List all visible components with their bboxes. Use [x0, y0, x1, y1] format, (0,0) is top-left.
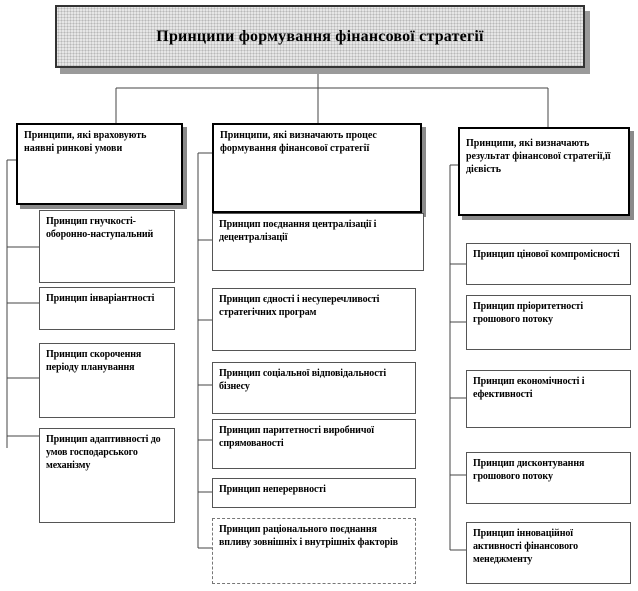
- column-3-item-3: [466, 370, 631, 428]
- connector-col2-trunk: [198, 153, 212, 548]
- diagram-title-box: [55, 5, 585, 68]
- column-3-item-4: [466, 452, 631, 504]
- column-1-item-3: [39, 343, 175, 418]
- column-2-item-5: [212, 478, 416, 508]
- column-2-item-5-text: Принцип неперервності: [219, 484, 326, 495]
- column-2-item-1-text: Принцип поєднання централізації і децентралізації: [219, 219, 377, 243]
- column-2-item-3-text: Принцип соціальної відповідальності бізнесу: [219, 368, 387, 392]
- column-2-item-6-text: Принцип раціонального поєднання впливу зовнішніх і внутрішніх факторів: [219, 524, 398, 548]
- column-3-item-2: [466, 295, 631, 350]
- column-3-header: [458, 127, 630, 216]
- diagram-title: Принципи формування фінансової стратегії: [156, 27, 484, 45]
- column-3-item-5: [466, 522, 631, 584]
- column-1-item-2: [39, 287, 175, 330]
- column-1-item-4: [39, 428, 175, 523]
- column-2-item-4: [212, 419, 416, 469]
- column-2-item-1: [212, 213, 424, 271]
- connector-col1-trunk: [7, 160, 16, 448]
- column-2-item-2: [212, 288, 416, 351]
- column-2-header-text: Принципи, які визначають процес формування фінансової стратегії: [220, 130, 377, 154]
- column-1-header-text: Принципи, які враховують наявні ринкові умови: [24, 130, 147, 154]
- column-1-item-3-text: Принцип скорочення періоду планування: [46, 349, 142, 373]
- column-3-header-text: Принципи, які визначають результат фінансової стратегії,її дієвість: [466, 138, 611, 175]
- column-3-item-5-text: Принцип інноваційної активності фінансового менеджменту: [473, 528, 579, 565]
- column-1-item-1: [39, 210, 175, 283]
- column-3-item-2-text: Принцип пріоритетності грошового потоку: [473, 301, 584, 325]
- column-2-item-3: [212, 362, 416, 414]
- column-2-item-4-text: Принцип паритетності виробничої спрямованості: [219, 425, 374, 449]
- column-3-item-1: [466, 243, 631, 285]
- column-3-item-4-text: Принцип дисконтування грошового потоку: [473, 458, 585, 482]
- column-3-item-1-text: Принцип цінової компромісності: [473, 249, 620, 260]
- column-1-item-4-text: Принцип адаптивності до умов господарського механізму: [46, 434, 161, 471]
- column-1-header: [16, 123, 183, 205]
- column-1-item-1-text: Принцип гнучкості-оборонно-наступальний: [46, 216, 154, 240]
- column-2-item-2-text: Принцип єдності і несуперечливості стратегічних програм: [219, 294, 380, 318]
- connector-col3-trunk: [450, 165, 458, 550]
- column-2-header: [212, 123, 422, 213]
- column-1-item-2-text: Принцип інваріантності: [46, 293, 155, 304]
- column-2-item-6: [212, 518, 416, 584]
- column-3-item-3-text: Принцип економічності і ефективності: [473, 376, 585, 400]
